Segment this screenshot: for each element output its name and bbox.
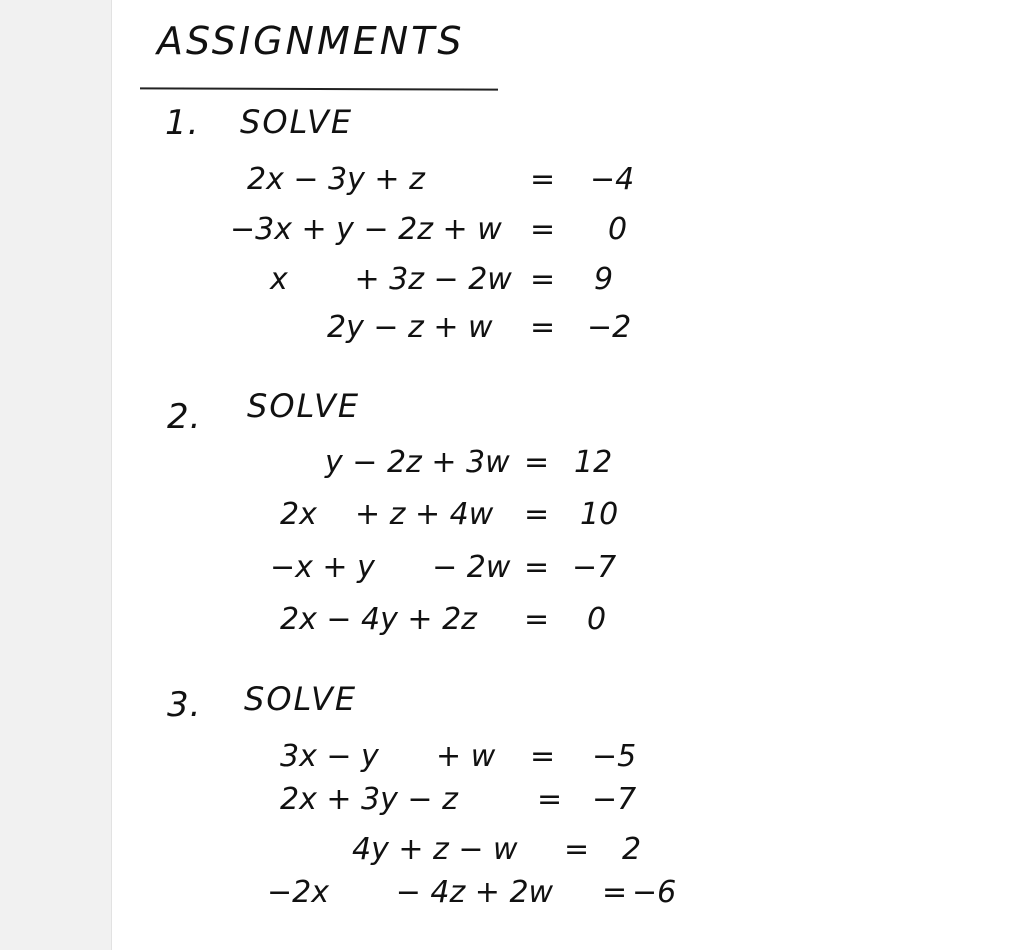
problem-1-eq-1-rhs: −4: [590, 162, 635, 197]
document-page: [111, 0, 1025, 950]
problem-2-equation-2: [112, 497, 1012, 534]
problem-1-eq-4-rhs: −2: [587, 310, 632, 345]
problem-3-eq-2-sign: =: [537, 782, 563, 817]
problem-2-eq-3-sign: =: [524, 550, 550, 585]
problem-3-equation-1: [112, 739, 1012, 776]
problem-2-eq-4-lhs: 2x − 4y + 2z: [280, 602, 477, 637]
problem-2-eq-2-sign: =: [524, 497, 550, 532]
problem-3-eq-1-sign: =: [530, 739, 556, 774]
problem-2-eq-1-sign: =: [524, 445, 550, 480]
problem-1-eq-2-sign: =: [530, 212, 556, 247]
problem-2-eq-1-rhs: 12: [574, 445, 613, 480]
problem-1-eq-2-lhs: −3x + y − 2z + w: [230, 212, 502, 247]
problem-3-heading: SOLVE: [244, 680, 358, 718]
problem-1-equation-3: [112, 262, 1012, 299]
problem-3-eq-1-rhs: −5: [592, 739, 637, 774]
problem-2-eq-4-rhs: 0: [587, 602, 607, 637]
problem-2-heading: SOLVE: [247, 387, 361, 425]
problem-3-eq-4-sign: =: [602, 875, 628, 910]
problem-1-eq-1-sign: =: [530, 162, 556, 197]
problem-3-eq-3-sign: =: [564, 832, 590, 867]
title-underline: [140, 87, 498, 90]
problem-3-eq-1-lhs: 3x − y + w: [280, 739, 496, 774]
document-title: ASSIGNMENTS: [157, 19, 465, 63]
problem-2-equation-4: [112, 602, 1012, 639]
problem-1-eq-4-sign: =: [530, 310, 556, 345]
problem-3-eq-2-rhs: −7: [592, 782, 637, 817]
problem-1-equation-2: [112, 212, 1012, 249]
problem-3-eq-2-lhs: 2x + 3y − z: [280, 782, 458, 817]
problem-2-eq-1-lhs: y − 2z + 3w: [325, 445, 510, 480]
problem-1-eq-4-lhs: 2y − z + w: [327, 310, 493, 345]
problem-2-number: 2.: [167, 397, 202, 437]
problem-1-equation-4: [112, 310, 1012, 347]
problem-1-eq-2-rhs: 0: [608, 212, 628, 247]
problem-1-equation-1: [112, 162, 1012, 199]
problem-3-equation-4: [112, 875, 1012, 912]
problem-1-eq-3-rhs: 9: [594, 262, 614, 297]
problem-1-eq-3-sign: =: [530, 262, 556, 297]
problem-3-equation-3: [112, 832, 1012, 869]
problem-2-eq-4-sign: =: [524, 602, 550, 637]
problem-3-equation-2: [112, 782, 1012, 819]
problem-2-eq-3-lhs: −x + y − 2w: [270, 550, 511, 585]
problem-3-eq-4-rhs: −6: [632, 875, 677, 910]
problem-3-eq-3-rhs: 2: [622, 832, 642, 867]
problem-2-equation-1: [112, 445, 1012, 482]
problem-2-eq-2-rhs: 10: [580, 497, 619, 532]
problem-3-eq-4-lhs: −2x − 4z + 2w: [267, 875, 554, 910]
problem-1-number: 1.: [165, 103, 200, 143]
problem-2-eq-2-lhs: 2x + z + 4w: [280, 497, 494, 532]
problem-2-equation-3: [112, 550, 1012, 587]
problem-3-number: 3.: [167, 685, 202, 725]
problem-1-heading: SOLVE: [240, 103, 354, 141]
problem-1-eq-3-lhs: x + 3z − 2w: [270, 262, 512, 297]
problem-3-eq-3-lhs: 4y + z − w: [352, 832, 518, 867]
problem-1-eq-1-lhs: 2x − 3y + z: [247, 162, 425, 197]
problem-2-eq-3-rhs: −7: [572, 550, 617, 585]
